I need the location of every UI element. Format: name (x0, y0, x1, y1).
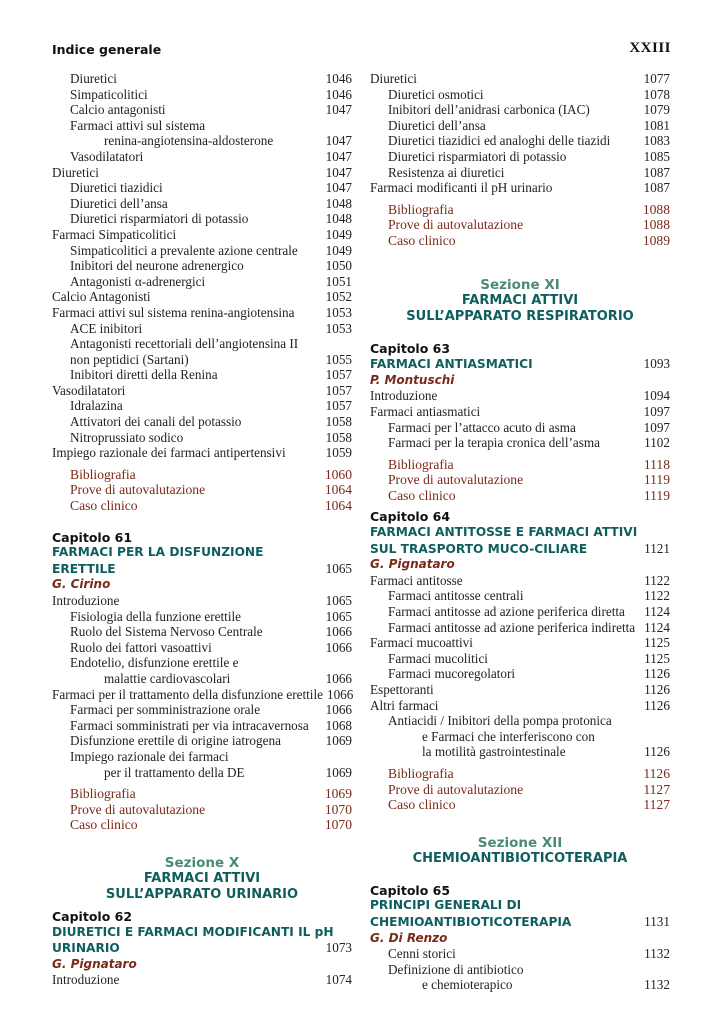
toc-entry-title: Farmaci antitosse ad azione periferica diretta (388, 604, 625, 620)
toc-entry-title: Farmaci per somministrazione orale (70, 702, 261, 718)
toc-entry-title: Prove di autovalutazione (70, 482, 206, 498)
toc-entry-title: Nitroprussiato sodico (70, 429, 184, 445)
toc-entry-page: 1074 (325, 972, 352, 988)
toc-entry (370, 435, 670, 451)
toc-entry-title: Fisiologia della funzione erettile (70, 608, 242, 624)
section-title: SULL’APPARATO RESPIRATORIO (406, 308, 634, 324)
toc-entry-page: 1126 (644, 682, 670, 697)
toc-entry-page: 1125 (644, 650, 670, 666)
toc-entry (52, 87, 352, 103)
chapter-title: DIURETICI E FARMACI MODIFICANTI IL pH (52, 924, 334, 939)
toc-entry (52, 367, 352, 383)
toc-entry-title: Diuretici (52, 164, 99, 180)
toc-entry-page: 1065 (325, 608, 352, 624)
chapter-label: Capitolo 63 (370, 340, 451, 356)
toc-entry (370, 651, 670, 667)
toc-entry-page: 1127 (643, 797, 670, 813)
toc-entry-page: 1066 (325, 670, 352, 686)
toc-entry-page: 1065 (325, 593, 352, 608)
toc-entry (52, 687, 352, 703)
toc-entry (370, 404, 670, 420)
toc-entry (370, 573, 670, 589)
toc-rows (370, 946, 670, 993)
chapter-title: FARMACI ANTITOSSE E FARMACI ATTIVI (370, 525, 638, 540)
section-title: FARMACI ATTIVI (461, 292, 579, 308)
chapter-author: G. Di Renzo (370, 930, 448, 945)
toc-entry (52, 196, 352, 212)
toc-entry-page: 1069 (325, 764, 352, 780)
toc-entry-title: Farmaci mucoregolatori (388, 666, 516, 682)
toc-entry-page: 1125 (644, 635, 670, 651)
toc-entry (52, 414, 352, 430)
biblio-entry (52, 786, 352, 802)
chapter-page: 1131 (644, 913, 670, 929)
toc-entry-title: Prove di autovalutazione (388, 781, 524, 797)
biblio-entry (370, 797, 670, 813)
toc-entry (52, 71, 352, 87)
toc-entry-title: Farmaci antitosse ad azione periferica indiretta (388, 619, 636, 635)
toc-rows (370, 573, 670, 760)
chapter-author: G. Pignataro (52, 956, 137, 971)
toc-entry (370, 729, 670, 745)
toc-entry-title: Vasodilatatori (70, 148, 144, 164)
toc-entry-page: 1126 (643, 765, 670, 781)
toc-entry-title: Calcio Antagonisti (52, 289, 151, 305)
toc-entry-page: 1055 (325, 351, 352, 367)
toc-entry-title: Caso clinico (70, 817, 138, 833)
toc-entry-title: Farmaci modificanti il pH urinario (370, 180, 553, 196)
toc-entry (370, 962, 670, 978)
toc-entry-title: Diuretici risparmiatori di potassio (70, 211, 249, 227)
biblio-entry (370, 233, 670, 249)
toc-entry (370, 604, 670, 620)
toc-entry-page: 1057 (325, 367, 352, 383)
toc-entry (370, 682, 670, 698)
toc-entry (52, 118, 352, 134)
toc-entry-title: non peptidici (Sartani) (70, 351, 189, 367)
chapter-title: SUL TRASPORTO MUCO-CILIARE (370, 541, 588, 556)
toc-entry-title: Prove di autovalutazione (388, 217, 524, 233)
toc-entry-page: 1127 (643, 781, 670, 797)
toc-entry-page: 1087 (643, 164, 670, 180)
toc-entry-title: Antiacidi / Inibitori della pompa protonica (388, 713, 612, 729)
toc-entry-title: Simpaticolitici a prevalente azione centrale (70, 242, 298, 258)
toc-entry-page: 1053 (325, 304, 352, 320)
toc-entry-title: Diuretici tiazidici (70, 180, 163, 196)
biblio-entry (52, 817, 352, 833)
toc-entry (52, 430, 352, 446)
toc-entry (370, 149, 670, 165)
toc-biblio (370, 457, 670, 504)
toc-entry-page: 1059 (325, 445, 352, 461)
toc-entry (52, 149, 352, 165)
chapter-page: 1093 (643, 356, 670, 372)
toc-entry (52, 243, 352, 259)
biblio-entry (370, 202, 670, 218)
toc-entry-page: 1087 (643, 180, 670, 196)
toc-entry (52, 593, 352, 609)
toc-entry-title: Antagonisti α-adrenergici (70, 273, 206, 289)
toc-entry-page: 1069 (325, 733, 352, 749)
toc-entry-title: e Farmaci che interferiscono con (422, 728, 595, 744)
toc-entry-title: Ruolo dei fattori vasoattivi (70, 639, 212, 655)
chapter-page: 1121 (644, 540, 670, 556)
toc-entry-page: 1068 (325, 717, 352, 733)
toc-column-right (370, 71, 670, 993)
toc-entry-page: 1132 (644, 977, 670, 993)
toc-entry (52, 289, 352, 305)
toc-biblio (52, 786, 352, 833)
toc-entry-page: 1132 (644, 946, 670, 962)
toc-entry-title: Endotelio, disfunzione erettile e (70, 655, 239, 671)
biblio-entry (370, 782, 670, 798)
toc-entry-title: Resistenza ai diuretici (388, 164, 505, 180)
chapter-label: Capitolo 65 (370, 882, 451, 898)
toc-entry-title: Inibitori diretti della Renina (70, 367, 218, 383)
toc-entry (370, 87, 670, 103)
toc-entry-page: 1049 (325, 226, 352, 242)
toc-entry (52, 640, 352, 656)
toc-entry (370, 977, 670, 993)
toc-entry-title: Vasodilatatori (52, 382, 126, 398)
toc-entry-page: 1047 (325, 180, 352, 196)
toc-entry-title: malattie cardiovascolari (104, 670, 231, 686)
toc-entry-page: 1064 (324, 498, 352, 514)
toc-entry (370, 620, 670, 636)
toc-entry-title: Cenni storici (388, 946, 456, 962)
toc-entry-page: 1047 (325, 133, 352, 149)
section-label: Sezione XII (477, 834, 563, 851)
toc-entry-title: Farmaci antitosse centrali (388, 588, 524, 604)
toc-entry-page: 1097 (643, 419, 670, 435)
toc-entry-page: 1046 (325, 71, 352, 86)
toc-entry-title: Farmaci mucoattivi (370, 635, 473, 651)
toc-entry (52, 165, 352, 181)
toc-entry-title: Idralazina (70, 398, 123, 414)
toc-entry-title: Altri farmaci (370, 697, 439, 713)
toc-entry-title: Farmaci antiasmatici (370, 403, 481, 419)
toc-entry (52, 352, 352, 368)
chapter-title: PRINCIPI GENERALI DI (370, 898, 522, 913)
toc-entry-page: 1060 (324, 466, 352, 482)
toc-entry-title: Inibitori dell’anidrasi carbonica (IAC) (388, 102, 590, 118)
toc-entry (370, 180, 670, 196)
biblio-entry (370, 457, 670, 473)
toc-entry-title: Prove di autovalutazione (388, 472, 524, 488)
toc-entry-title: Introduzione (52, 593, 120, 608)
chapter-label: Capitolo 62 (52, 908, 133, 924)
toc-entry-page: 1088 (642, 201, 670, 217)
toc-entry (370, 420, 670, 436)
section-label: Sezione X (164, 854, 240, 871)
toc-entry (52, 702, 352, 718)
toc-rows (52, 593, 352, 780)
toc-entry-title: Calcio antagonisti (70, 102, 166, 118)
toc-entry (52, 305, 352, 321)
toc-entry (52, 102, 352, 118)
toc-entry (370, 666, 670, 682)
toc-entry-page: 1057 (325, 382, 352, 398)
toc-entry-title: Caso clinico (388, 487, 456, 503)
toc-entry-page: 1088 (642, 217, 670, 233)
toc-entry (52, 609, 352, 625)
toc-entry (370, 635, 670, 651)
toc-rows (52, 71, 352, 461)
toc-entry-title: Simpaticolitici (70, 86, 148, 102)
toc-entry-page: 1066 (325, 702, 352, 718)
toc-entry (370, 102, 670, 118)
biblio-entry (370, 766, 670, 782)
toc-entry (52, 445, 352, 461)
toc-entry-page: 1097 (643, 403, 670, 419)
toc-entry (52, 211, 352, 227)
toc-entry (52, 180, 352, 196)
toc-entry (52, 258, 352, 274)
toc-biblio (52, 467, 352, 514)
toc-entry (52, 765, 352, 781)
toc-entry-page: 1058 (325, 429, 352, 445)
section-title: FARMACI ATTIVI (143, 870, 261, 886)
toc-entry-page: 1053 (325, 320, 352, 336)
toc-entry-page: 1126 (644, 697, 670, 713)
toc-entry-title: Disfunzione erettile di origine iatrogena (70, 733, 281, 749)
toc-entry-title: Farmaci antitosse (370, 572, 463, 588)
toc-entry-page: 1047 (325, 148, 352, 164)
toc-entry (370, 133, 670, 149)
toc-entry-title: Farmaci Simpaticolitici (52, 226, 177, 242)
toc-entry-page: 1077 (643, 71, 670, 86)
toc-entry-title: Farmaci attivi sul sistema (70, 117, 206, 133)
toc-entry (52, 321, 352, 337)
toc-entry-page: 1126 (644, 666, 670, 682)
toc-entry (370, 388, 670, 404)
toc-entry-title: Introduzione (370, 388, 438, 404)
chapter-author: G. Pignataro (370, 557, 455, 572)
biblio-entry (370, 472, 670, 488)
toc-entry-page: 1081 (643, 117, 670, 133)
toc-entry-page: 1047 (325, 164, 352, 180)
toc-entry (52, 383, 352, 399)
toc-entry-title: Attivatori dei canali del potassio (70, 414, 242, 430)
toc-entry-page: 1070 (324, 817, 352, 833)
toc-entry-page: 1052 (325, 289, 352, 305)
toc-biblio (370, 766, 670, 813)
toc-entry-title: Bibliografia (388, 456, 454, 472)
section-title: CHEMIOANTIBIOTICOTERAPIA (412, 850, 628, 866)
toc-entry-title: Espettoranti (370, 682, 434, 697)
toc-rows (370, 71, 670, 196)
toc-entry (370, 698, 670, 714)
toc-entry-title: Farmaci per l’attacco acuto di asma (388, 419, 576, 435)
toc-entry-title: Bibliografia (70, 466, 136, 482)
toc-entry-page: 1051 (325, 273, 352, 289)
toc-entry-title: Inibitori del neurone adrenergico (70, 258, 244, 274)
toc-entry-page: 1058 (325, 414, 352, 430)
toc-entry-title: Caso clinico (388, 232, 456, 248)
toc-entry-title: Diuretici tiazidici ed analoghi delle tiazidi (388, 133, 611, 149)
running-header-title: Indice generale (52, 42, 162, 57)
toc-entry-title: Diuretici dell’ansa (70, 195, 168, 211)
chapter-title: URINARIO (52, 941, 120, 956)
chapter-title: FARMACI PER LA DISFUNZIONE (52, 545, 264, 560)
toc-entry-page: 1085 (643, 148, 670, 164)
toc-entry-title: Caso clinico (388, 797, 456, 813)
toc-entry-page: 1083 (643, 133, 670, 149)
toc-entry (52, 624, 352, 640)
biblio-entry (52, 802, 352, 818)
toc-entry-title: renina-angiotensina-aldosterone (104, 133, 274, 149)
toc-entry (52, 718, 352, 734)
toc-entry-title: Farmaci somministrati per via intracavernosa (70, 717, 309, 733)
toc-entry-title: Bibliografia (70, 786, 136, 802)
toc-entry-page: 1126 (644, 744, 670, 760)
toc-entry (52, 274, 352, 290)
toc-entry-title: e chemioterapico (422, 977, 513, 993)
toc-entry-page: 1046 (325, 86, 352, 102)
toc-entry-title: Definizione di antibiotico (388, 961, 524, 977)
section-title: SULL’APPARATO URINARIO (105, 886, 299, 902)
biblio-entry (52, 482, 352, 498)
toc-entry (370, 165, 670, 181)
toc-entry (52, 749, 352, 765)
page-number-roman: XXIII (629, 40, 671, 56)
toc-rows (370, 388, 670, 450)
toc-entry (370, 713, 670, 729)
toc-entry-page: 1066 (326, 686, 354, 702)
toc-entry-page: 1119 (643, 487, 670, 503)
toc-entry-page: 1094 (643, 388, 670, 404)
toc-biblio (370, 202, 670, 249)
toc-entry-title: Farmaci attivi sul sistema renina-angiotensina (52, 304, 295, 320)
toc-entry-title: Caso clinico (70, 498, 138, 514)
toc-entry (52, 227, 352, 243)
toc-entry (52, 671, 352, 687)
toc-entry-title: Bibliografia (388, 765, 454, 781)
toc-entry-page: 1047 (325, 102, 352, 118)
toc-entry-title: Diuretici osmotici (388, 86, 484, 102)
chapter-label: Capitolo 64 (370, 509, 451, 525)
toc-entry-page: 1064 (324, 482, 352, 498)
toc-entry-page: 1119 (643, 472, 670, 488)
toc-entry-title: per il trattamento della DE (104, 764, 245, 780)
toc-entry-page: 1118 (643, 456, 670, 472)
toc-entry (52, 133, 352, 149)
chapter-page: 1073 (325, 940, 352, 956)
toc-entry-title: Impiego razionale dei farmaci (70, 748, 229, 764)
toc-entry-title: Introduzione (52, 972, 120, 988)
toc-entry-title: Impiego razionale dei farmaci antipertensivi (52, 445, 286, 461)
toc-entry (370, 588, 670, 604)
toc-entry-page: 1124 (644, 604, 670, 620)
toc-entry-title: Diuretici (370, 71, 417, 86)
toc-entry-page: 1089 (642, 232, 670, 248)
toc-entry-title: Prove di autovalutazione (70, 801, 206, 817)
toc-entry (52, 655, 352, 671)
biblio-entry (52, 498, 352, 514)
toc-entry-page: 1066 (325, 624, 352, 640)
toc-entry-page: 1102 (644, 435, 670, 451)
toc-entry (370, 744, 670, 760)
toc-entry-page: 1050 (325, 258, 352, 274)
toc-entry-page: 1057 (325, 398, 352, 414)
toc-entry-page: 1048 (325, 211, 352, 227)
toc-entry-page: 1070 (324, 801, 352, 817)
toc-entry-title: ACE inibitori (70, 320, 143, 336)
biblio-entry (370, 217, 670, 233)
chapter-title: FARMACI ANTIASMATICI (370, 357, 533, 372)
toc-entry-title: la motilità gastrointestinale (422, 744, 566, 760)
toc-entry-page: 1122 (644, 572, 670, 588)
toc-entry-title: Farmaci mucolitici (388, 650, 488, 666)
toc-entry-title: Farmaci per la terapia cronica dell’asma (388, 435, 600, 451)
chapter-title: ERETTILE (52, 561, 116, 576)
toc-entry-title: Diuretici dell’ansa (388, 117, 486, 133)
toc-entry (370, 118, 670, 134)
toc-entry-page: 1048 (325, 195, 352, 211)
toc-entry-title: Diuretici risparmiatori di potassio (388, 148, 567, 164)
chapter-page: 1065 (325, 560, 352, 576)
toc-entry (52, 336, 352, 352)
toc-entry-page: 1124 (644, 619, 670, 635)
toc-entry-page: 1078 (643, 86, 670, 102)
toc-entry-page: 1049 (325, 242, 352, 258)
toc-entry (52, 972, 352, 988)
chapter-label: Capitolo 61 (52, 529, 133, 545)
toc-entry (370, 71, 670, 87)
toc-entry-page: 1069 (324, 786, 352, 802)
toc-entry-page: 1122 (644, 588, 670, 604)
toc-entry-title: Ruolo del Sistema Nervoso Centrale (70, 624, 263, 640)
biblio-entry (370, 488, 670, 504)
toc-entry (370, 946, 670, 962)
toc-entry-page: 1079 (643, 102, 670, 118)
toc-entry-title: Diuretici (70, 71, 117, 86)
toc-entry (52, 733, 352, 749)
toc-rows (52, 972, 352, 988)
chapter-author: P. Montuschi (370, 372, 455, 387)
chapter-title: CHEMIOANTIBIOTICOTERAPIA (370, 914, 572, 929)
toc-entry-title: Bibliografia (388, 201, 454, 217)
chapter-author: G. Cirino (52, 577, 111, 592)
toc-entry-title: Farmaci per il trattamento della disfunzione erettile (52, 686, 323, 702)
section-label: Sezione XI (480, 276, 560, 293)
biblio-entry (52, 467, 352, 483)
toc-entry (52, 398, 352, 414)
toc-column-left (52, 71, 352, 988)
toc-entry-page: 1066 (325, 639, 352, 655)
toc-entry-title: Antagonisti recettoriali dell’angiotensina II (70, 336, 299, 352)
